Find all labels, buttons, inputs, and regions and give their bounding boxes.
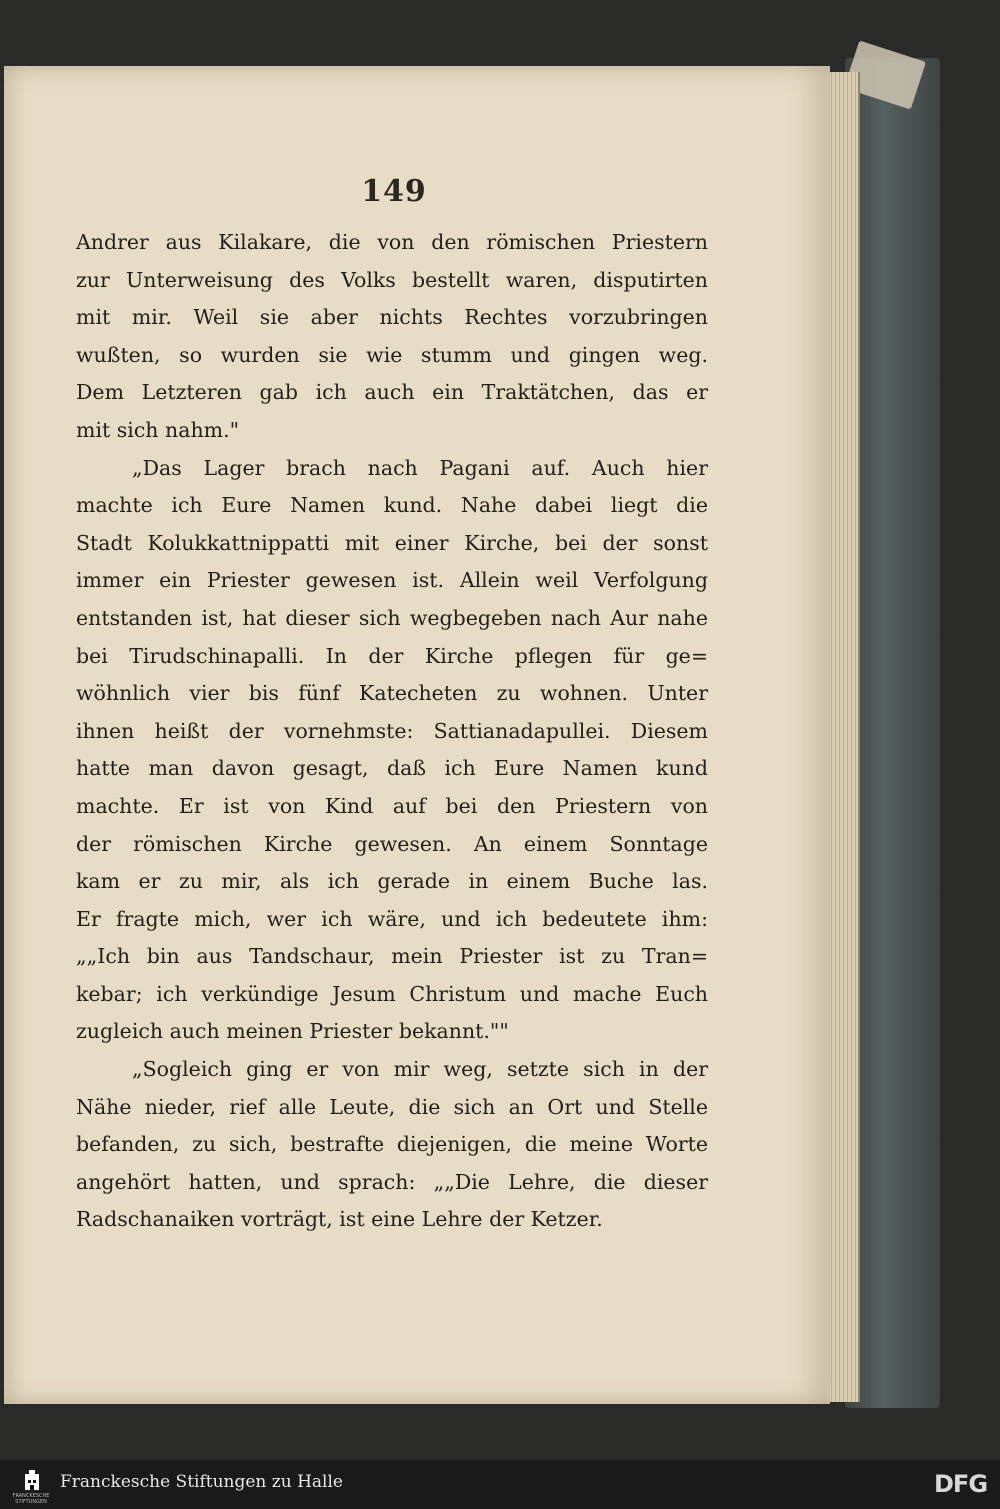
text-line: hatte man davon gesagt, daß ich Eure Namen kund [76,756,708,781]
text-line: der römischen Kirche gewesen. An einem Sonntage [76,831,708,856]
text-line: „Das Lager brach nach Pagani auf. Auch hier [132,455,708,480]
text-line: wußten, so wurden sie wie stumm und gingen weg. [76,342,708,367]
text-line: Andrer aus Kilakare, die von den römischen Priestern [76,230,708,254]
text-line: Er fragte mich, wer ich wäre, und ich bedeutete ihm: [76,906,708,931]
text-line: machte ich Eure Namen kund. Nahe dabei liegt die [76,493,708,518]
page-number: 149 [361,174,427,209]
text-line: Stadt Kolukkattnippatti mit einer Kirche, bei der sonst [76,530,708,555]
page-text [76,224,708,1239]
footer-bar [0,1460,1000,1509]
text-line: zur Unterweisung des Volks bestellt waren, disputirten [76,267,708,292]
text-line: „„Ich bin aus Tandschaur, mein Priester ist zu Tran= [76,944,708,969]
text-line: Nähe nieder, rief alle Leute, die sich an Ort und Stelle [76,1094,708,1119]
text-line: „Sogleich ging er von mir weg, setzte sich in der [132,1057,708,1082]
text-line: angehört hatten, und sprach: „„Die Lehre, die dieser [76,1169,708,1194]
logo-text: FRANCKESCHE STIFTUNGEN [12,1493,50,1505]
dfg-logo: DFG [934,1470,988,1498]
text-line: Radschanaiken vorträgt, ist eine Lehre der Ketzer. [76,1207,603,1232]
text-line: Dem Letzteren gab ich auch ein Traktätchen, das er [76,380,708,405]
text-line: kebar; ich verkündige Jesum Christum und mache Euch [76,981,708,1006]
text-line: mit sich nahm." [76,417,240,442]
text-line: entstanden ist, hat dieser sich wegbegeben nach Aur nahe [76,605,708,630]
text-line: bei Tirudschinapalli. In der Kirche pflegen für ge= [76,643,708,668]
text-line: mit mir. Weil sie aber nichts Rechtes vorzubringen [76,305,708,330]
text-line: wöhnlich vier bis fünf Katecheten zu wohnen. Unter [76,681,708,706]
institution-label: Franckesche Stiftungen zu Halle [60,1472,343,1492]
text-line: immer ein Priester gewesen ist. Allein weil Verfolgung [76,568,708,593]
text-line: zugleich auch meinen Priester bekannt."" [76,1019,509,1044]
text-line: ihnen heißt der vornehmste: Sattianadapullei. Diesem [76,718,708,743]
text-line: kam er zu mir, als ich gerade in einem Buche las. [76,869,708,894]
book-page [4,66,830,1404]
text-line: machte. Er ist von Kind auf bei den Priestern von [76,793,708,818]
text-line: befanden, zu sich, bestrafte diejenigen, die meine Worte [76,1132,708,1157]
